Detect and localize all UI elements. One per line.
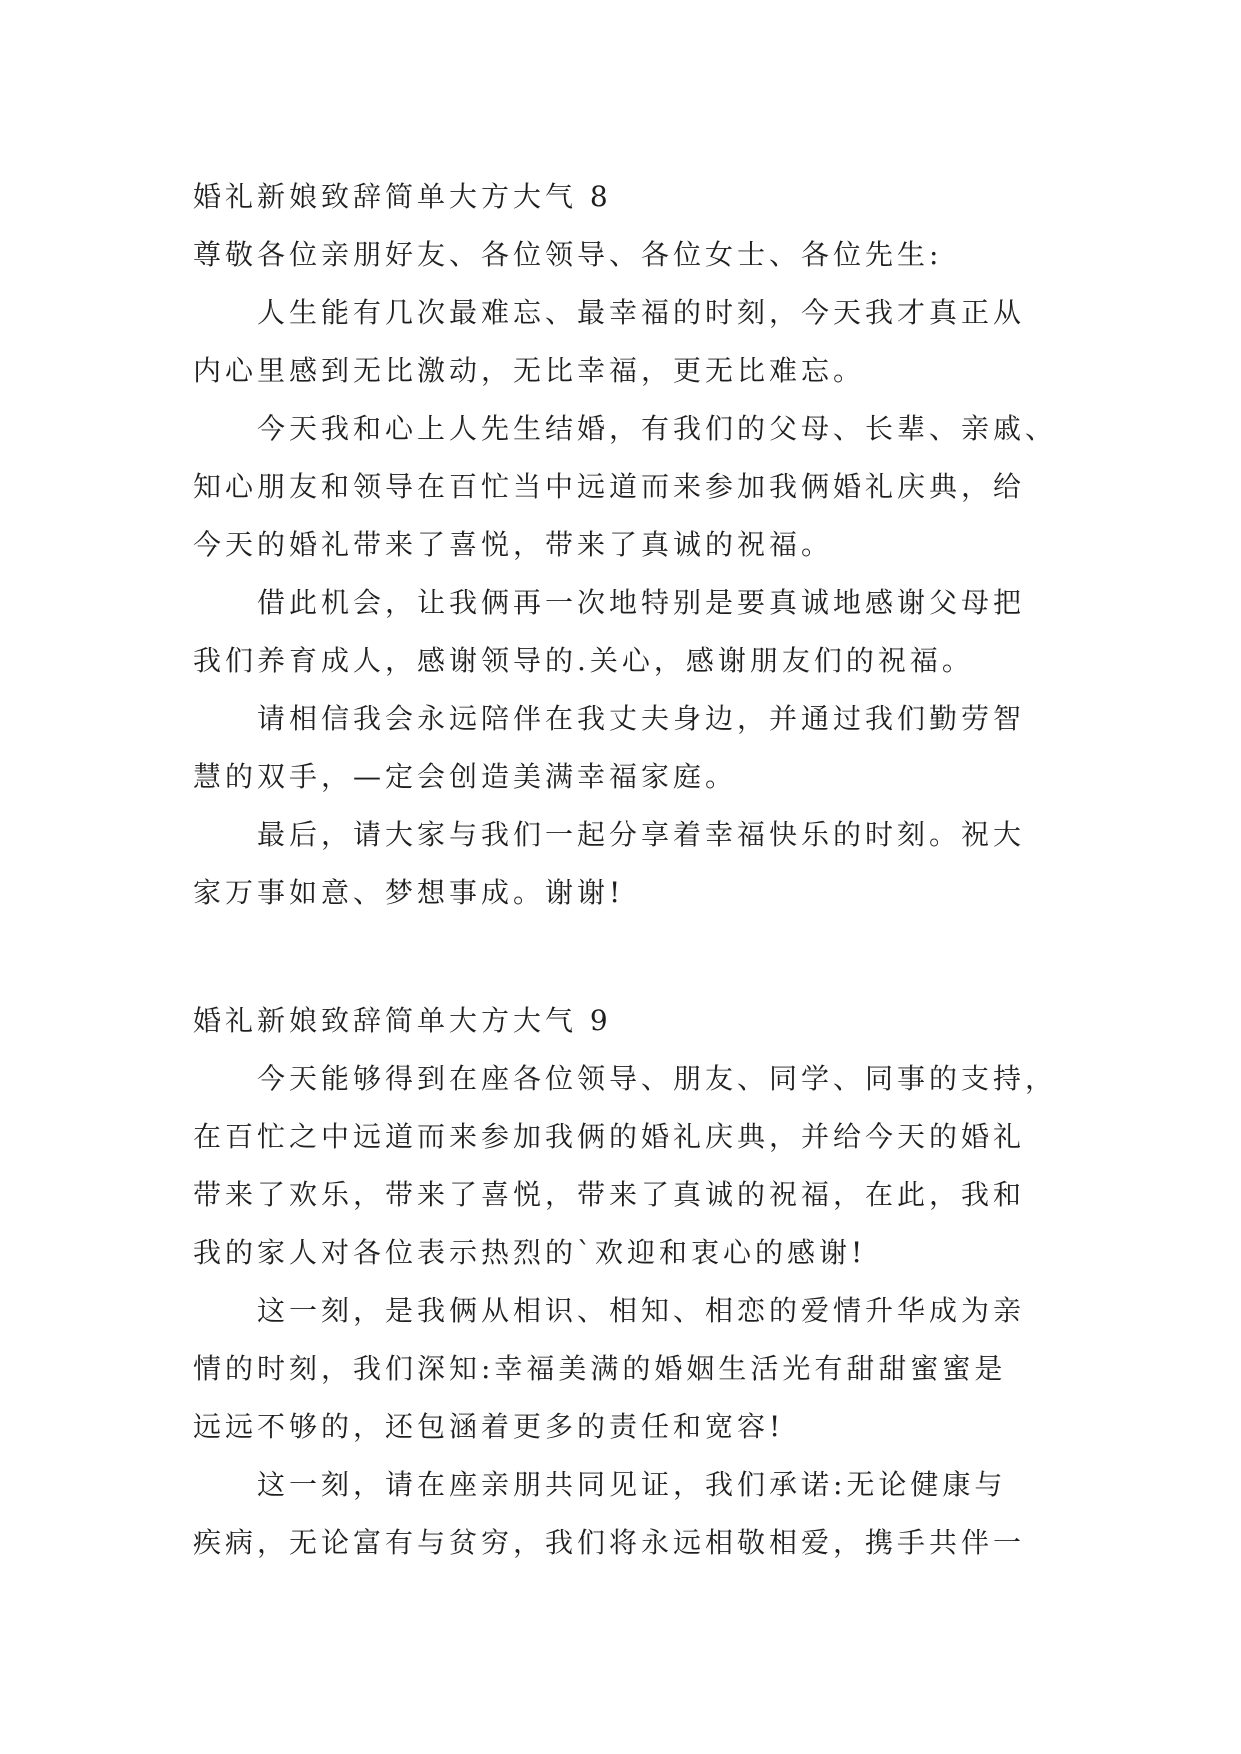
- section-8: [193, 168, 1059, 922]
- paragraph-line: 今天我和心上人先生结婚，有我们的父母、长辈、亲戚、: [257, 412, 1058, 445]
- paragraph-line: 家万事如意、梦想事成。谢谢!: [193, 876, 625, 909]
- paragraph-line: 最后，请大家与我们一起分享着幸福快乐的时刻。祝大: [257, 818, 1026, 851]
- paragraph: [193, 574, 1059, 690]
- paragraph-line: 情的时刻，我们深知:幸福美满的婚姻生活光有甜甜蜜蜜是: [193, 1352, 1007, 1385]
- paragraph: [193, 690, 1059, 806]
- paragraph-line: 我们养育成人，感谢领导的.关心，感谢朋友们的祝福。: [193, 644, 974, 677]
- paragraph-line: 知心朋友和领导在百忙当中远道而来参加我俩婚礼庆典，给: [193, 470, 1026, 503]
- section-title: 婚礼新娘致辞简单大方大气 8: [193, 180, 612, 213]
- paragraph: [193, 1282, 1059, 1456]
- section-spacer: [193, 922, 1059, 992]
- paragraph-line: 慧的双手，—定会创造美满幸福家庭。: [193, 760, 738, 793]
- paragraph-line: 今天能够得到在座各位领导、朋友、同学、同事的支持，: [257, 1062, 1058, 1095]
- paragraph-line: 人生能有几次最难忘、最幸福的时刻，今天我才真正从: [257, 296, 1026, 329]
- paragraph: [193, 1456, 1059, 1572]
- paragraph-line: 带来了欢乐，带来了喜悦，带来了真诚的祝福，在此，我和: [193, 1178, 1026, 1211]
- paragraph-line: 我的家人对各位表示热烈的`欢迎和衷心的感谢!: [193, 1236, 867, 1269]
- paragraph-line: 借此机会，让我俩再一次地特别是要真诚地感谢父母把: [257, 586, 1026, 619]
- paragraph: [193, 284, 1059, 400]
- paragraph-line: 内心里感到无比激动，无比幸福，更无比难忘。: [193, 354, 866, 387]
- paragraph-line: 远远不够的，还包涵着更多的责任和宽容!: [193, 1410, 785, 1443]
- paragraph: [193, 806, 1059, 922]
- paragraph: [193, 1050, 1059, 1282]
- paragraph-line: 这一刻，请在座亲朋共同见证，我们承诺:无论健康与: [257, 1468, 1007, 1501]
- paragraph-line: 请相信我会永远陪伴在我丈夫身边，并通过我们勤劳智: [257, 702, 1026, 735]
- section-title: 婚礼新娘致辞简单大方大气 9: [193, 1004, 612, 1037]
- section-9: [193, 992, 1059, 1572]
- paragraph-line: 今天的婚礼带来了喜悦，带来了真诚的祝福。: [193, 528, 834, 561]
- paragraph-line: 疾病，无论富有与贫穷，我们将永远相敬相爱，携手共伴一: [193, 1526, 1026, 1559]
- document-body: [193, 168, 1059, 1572]
- paragraph-line: 这一刻，是我俩从相识、相知、相恋的爱情升华成为亲: [257, 1294, 1026, 1327]
- paragraph: [193, 400, 1059, 574]
- paragraph-line: 在百忙之中远道而来参加我俩的婚礼庆典，并给今天的婚礼: [193, 1120, 1026, 1153]
- greeting-line: 尊敬各位亲朋好友、各位领导、各位女士、各位先生:: [193, 238, 943, 271]
